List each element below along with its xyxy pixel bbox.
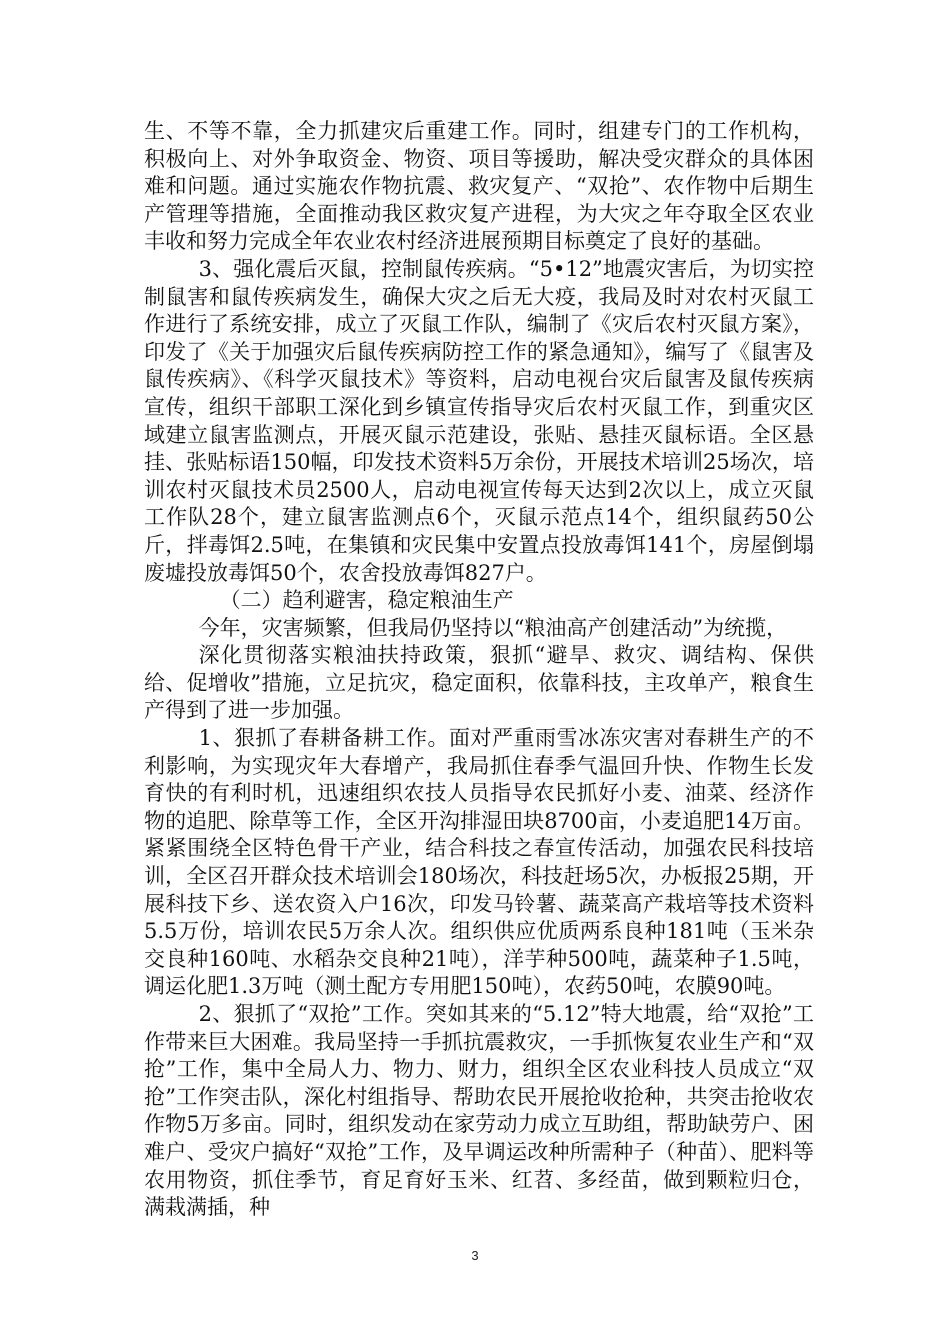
page-number: 3 (471, 1248, 479, 1263)
paragraph-spring-plowing: 1、狠抓了春耕备耕工作。面对严重雨雪冰冻灾害对春耕生产的不利影响，为实现灾年大春增产，我局抓住春季气温回升快、作物生长发育快的有利时机，迅速组织农技人员指导农民抓好小麦、油菜、经济作物的追肥、除草等工作，全区开沟排湿田块8700亩，小麦追肥14万亩。紧紧围绕全区特色骨干产业，结合科技之春宣传活动，加强农民科技培训，全区召开群众技术培训会180场次，科技赶场5次，办板报25期，开展科技下乡、送农资入户16次，印发马铃薯、蔬菜高产栽培等技术资料5.5万份，培训农民5万余人次。组织供应优质两系良种181吨（玉米杂交良种160吨、水稻杂交良种21吨），洋芋种500吨，蔬菜种子1.5吨，调运化肥1.3万吨（测土配方专用肥150吨），农药50吨，农膜90吨。 (144, 726, 814, 999)
paragraph-grain-policy: 深化贯彻落实粮油扶持政策，狠抓“避旱、救灾、调结构、保供给、促增收”措施，立足抗灾，稳定面积，依靠科技，主攻单产，粮食生产得到了进一步加强。 (144, 643, 814, 723)
paragraph-rodent-control: 3、强化震后灭鼠，控制鼠传疾病。“5•12”地震灾害后，为切实控制鼠害和鼠传疾病发生，确保大灾之后无大疫，我局及时对农村灭鼠工作进行了系统安排，成立了灭鼠工作队，编制了《灾后农村灭鼠方案》，印发了《关于加强灾后鼠传疾病防控工作的紧急通知》，编写了《鼠害及鼠传疾病》、《科学灭鼠技术》等资料，启动电视台灾后鼠害及鼠传疾病宣传，组织干部职工深化到乡镇宣传指导灾后农村灭鼠工作，到重灾区域建立鼠害监测点，开展灭鼠示范建设，张贴、悬挂灭鼠标语。全区悬挂、张贴标语150幅，印发技术资料5万余份，开展技术培训25场次，培训农村灭鼠技术员2500人，启动电视宣传每天达到2次以上，成立灭鼠工作队28个，建立鼠害监测点6个，灭鼠示范点14个，组织鼠药50公斤，拌毒饵2.5吨，在集镇和灾民集中安置点投放毒饵141个，房屋倒塌废墟投放毒饵50个，农舍投放毒饵827户。 (144, 256, 814, 585)
document-page (144, 118, 814, 1222)
section-heading-grain-oil: （二）趋利避害，稳定粮油生产 (219, 588, 514, 613)
paragraph-reconstruction-summary: 生、不等不靠，全力抓建灾后重建工作。同时，组建专门的工作机构，积极向上、对外争取资金、物资、项目等援助，解决受灾群众的具体困难和问题。通过实施农作物抗震、救灾复产、“双抢”、农作物中后期生产管理等措施，全面推动我区救灾复产进程，为大灾之年夺取全区农业丰收和努力完成全年农业农村经济进展预期目标奠定了良好的基础。 (144, 119, 814, 254)
paragraph-double-rush: 2、狠抓了“双抢”工作。突如其来的“5.12”特大地震，给“双抢”工作带来巨大困难。我局坚持一手抓抗震救灾，一手抓恢复农业生产和“双抢”工作，集中全局人力、物力、财力，组织全区农业科技人员成立“双抢”工作突击队，深化村组指导、帮助农民开展抢收抢种，共突击抢收农作物5万多亩。同时，组织发动在家劳动力成立互助组，帮助缺劳户、困难户、受灾户搞好“双抢”工作，及早调运改种所需种子（种苗）、肥料等农用物资，抓住季节，育足育好玉米、红苕、多经苗，做到颗粒归仓，满栽满插，种 (144, 1002, 814, 1220)
paragraph-grain-intro: 今年，灾害频繁，但我局仍坚持以“粮油高产创建活动”为统揽， (198, 615, 788, 640)
